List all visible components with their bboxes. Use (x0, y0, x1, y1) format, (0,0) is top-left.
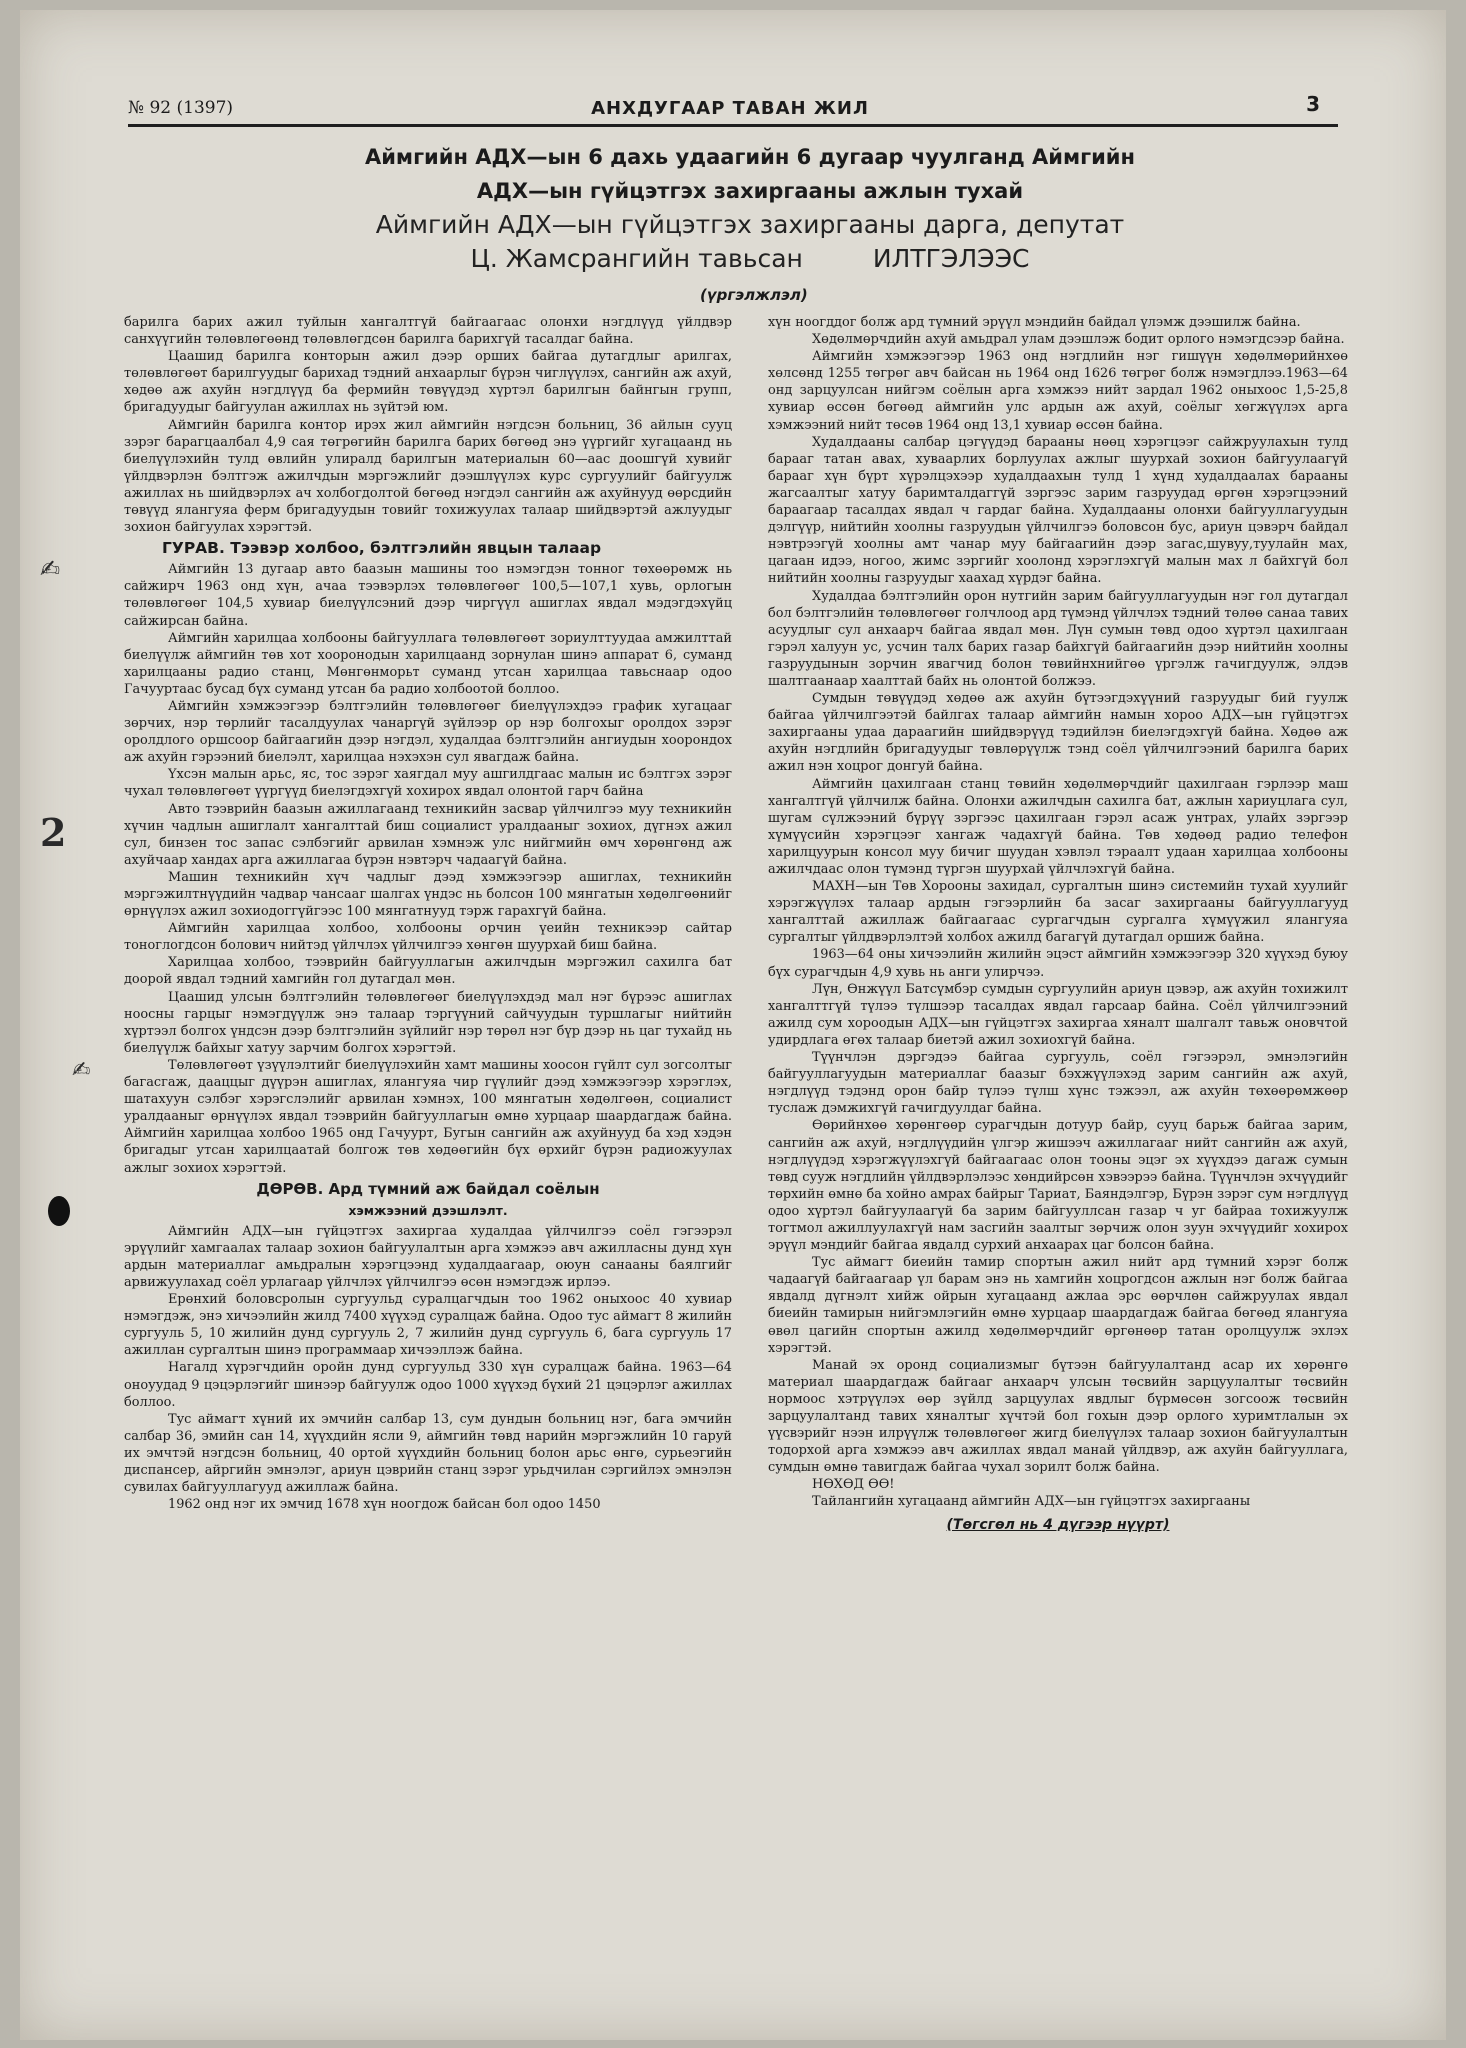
margin-scribble: ✍ (72, 1058, 91, 1083)
closing-salutation: НӨХӨД ӨӨ! (812, 1477, 895, 1493)
paragraph: Авто тээврийн баазын ажиллагаанд техникийн засвар үйлчилгээ муу техникийн хүчин чадлын ашиглалт хангалттай биш социалист уралдааныг зохиох, дүгнэх ажил сул, бинзен тос запас сэлбэгийг арвилан хэмнэж улс нийгмийн өмч хөрөнгөнд аж ахуйчаар хандах арга ажиллагаа бүрэн нэвтэрч чадаагүй байна. (124, 801, 732, 868)
paragraph: Аймгийн харилцаа холбооны байгууллага төлөвлөгөөт зориулттуудаа амжилттай биелүүлж аймгийн төв хот хооронодын харилцаанд зорнулан шинэ аппарат 6, суманд харилцааны радио станц, Мөнгөнморьт суманд утсан харилцаа тавьснаар одоо Гачууртаас бусад бүх суманд утсан ба радио холбоотой боллоо. (124, 630, 732, 697)
paragraph: Төлөвлөгөөт үзүүлэлтийг биелүүлэхийн хамт машины хоосон гүйлт сул зогсолтыг багасгаж, дааццыг дүүрэн ашиглах, ялангуяа чир гүүлийг дээд хэмжээгээр хэрэглэх, шатахуун сэлбэг хэрэгслэлийг арвилан хэмнэх, 100 мянгатын хөдөлгөөн, социалист уралдааныг өрнүүлэх явдал тээврийн байгууллагын өмнө хурцаар шаардагдаж байна. Аймгийн харилцаа холбоо 1965 онд Гачуурт, Бугын сангийн аж ахуйнууд ба хэд хэдэн бригадыг утсан харилцаатай болгож төв хөдөөгийн бүх өрхийг бүрэн радиожуулах ажлыг зохиох хэрэгтэй. (124, 1057, 732, 1176)
paragraph: Нагалд хүрэгчдийн оройн дунд сургуульд 330 хүн суралцаж байна. 1963—64 оноуудад 9 цэцэрлэгийг шинээр байгуулж одоо 1000 хүүхэд бүхий 21 цэцэрлэг ажиллах боллоо. (124, 1360, 732, 1410)
paragraph: Өөрийнхөө хөрөнгөөр сурагчдын дотуур байр, сууц барьж байгаа зарим, сангийн аж ахуй, нэгдлүүдийн үлгэр жишээч ажиллагааг нийт сангийн аж ахуй, нэгдлүүдэд хэрэгжүүлэхгүй байгаагаас олон тооны эцэг эх хүүхдээ дагаж сумын төвд сууж нэгдлийн үйлдвэрлэлээс хөндийрсөн хэвээрээ байна. Түүнчлэн эхчүүдийг төрхийн өмнө ба хойно амрах байрыг Тариат, Баяндэлгэр, Бүрэн зэрэг сум нэгдлүүд одоо хүртэл байгуулаагүй ба зарим байгууллсан газар ч уг байраа тохижуулж тогтмол ажиллуулахгүй нам засгийн заалтыг зөрчиж олон зуун эхчүүдийг хохирох эрүүл мэндийг байгаа явдалд сурхий анхаарах цаг болсон байна. (768, 1118, 1348, 1254)
section-heading-gurav: ГУРАВ. Тээвэр холбоо, бэлтгэлийн явцын талаар (162, 539, 602, 558)
section-heading-dorov: ДӨРӨВ. Ард түмний аж байдал соёлын (256, 1179, 600, 1198)
masthead-rule (128, 124, 1338, 127)
paragraph: Тус аймагт хүний их эмчийн салбар 13, сум дундын больниц нэг, бага эмчийн салбар 36, эмийн сан 14, хүүхдийн ясли 9, аймгийн төвд нарийн мэргэжлийн 10 гаруй их эмчтэй нэгдсэн больниц, 40 ортой хүүхдийн больниц болон арьс өнгө, сурьеэгийн диспансер, айргийн эмнэлэг, ариун цэврийн станц зэрэг урьдчилан сэргийлэх эмнэлэн сувилах байгууллагууд ажиллаж байна. (124, 1411, 732, 1496)
paragraph: Сумдын төвүүдэд хөдөө аж ахуйн бүтээгдэхүүний газруудыг бий гуулж байгаа үйлчилгээтэй байлгах талаар аймгийн намын хороо АДХ—ын гүйцэтгэх захиргааны удаа дараагийн шийдвэрүүд тэдийлэн биелэгдэхгүй байна. Хөдөө аж ахуйн нэгдлийн бригадуудыг төвлөрүүлж тэнд соёл үйлчилгээний барилга барих ажил нэн хоцрог донгуй байна. (768, 691, 1348, 775)
paragraph: Аймгийн харилцаа холбоо, холбооны орчин үеийн техникээр сайтар тоноглогдсон болович нийтэд үйлчлэх үйлчилгээ хөнгөн шуурхай биш байна. (124, 921, 732, 954)
paragraph: Хөдөлмөрчдийн ахуй амьдрал улам дээшлэж бодит орлого нэмэгдсээр байна. (812, 332, 1345, 348)
paragraph: Машин техникийн хүч чадлыг дээд хэмжээгээр ашиглах, техникийн мэргэжилтнүүдийн чадвар чансааг шалгах үндэс нь болсон 100 мянгатын хөдөлгөөнийг өрнүүлэх ажил зохиодоггүйгээс 100 мянгатнууд тэрж гарахгүй байна. (124, 869, 732, 920)
paragraph: Аймгийн хэмжээгээр бэлтгэлийн төлөвлөгөөг биелүүлэхдээ график хугацааг зөрчих, нэр төрлийг тасалдуулах чанаргүй зүйлээр ор нэр болгохыг оролдох зэрэг оролдлого оршсоор байгаагийн дээр нэгдэл, худалдаа бэлтгэлийн ангиудын хоорондох аж ахуйн гэрээний биелэлт, харилцаа нэхэхэн сул явагдаж байна. (124, 698, 732, 766)
paragraph: Аймгийн 13 дугаар авто баазын машины тоо нэмэгдэн тонног төхөөрөмж нь сайжирч 1963 онд хүн, ачаа тээвэрлэх төлөвлөгөөг 100,5—107,1 хувь, орлогын төлөвлөгөөг 104,5 хувиар биелүүлсэний дээр чиргүүл ашиглах явдал мэдэгдэхүйц сайжирсан байна. (124, 562, 732, 629)
paragraph: барилга барих ажил туйлын хангалтгүй байгаагаас олонхи нэгдлүүд үйлдвэр санхүүгийн төлөвлөгөөнд төлөвлөгдсөн барилга барихгүй тасалдаг байна. (124, 315, 732, 348)
left-column (124, 314, 732, 1513)
paragraph: Лүн, Өнжүүл Батсүмбэр сумдын сургуулийн ариун цэвэр, аж ахуйн тохижилт хангалттгүй түлээ түлшээр тасалдах явдал гарсаар байна. Соёл үйлчилгээний ажилд сум хороодын АДХ—ын гүйцэтгэх захиргаа хяналт шалгалт тавьж оновчтой удирдлага өгөх талаар биетэй ажил зохиохгүй байна. (768, 981, 1348, 1048)
paragraph: 1963—64 оны хичээлийн жилийн эцэст аймгийн хэмжээгээр 320 хүүхэд буюу бүх сурагчдын 4,9 хувь нь анги улирчээ. (768, 947, 1348, 980)
newspaper-page (20, 10, 1446, 2040)
margin-handwritten-number: 2 (40, 810, 67, 855)
paragraph: Тус аймагт биеийн тамир спортын ажил нийт ард түмний хэрэг болж чадаагүй байгаагаар үл барам энэ нь хамгийн хоцрогдсон ажлын нэг болж байгаа явдалд дүгнэлт хийж ойрын хугацаанд ажлаа эрс өөрчлөн сайжруулах явдал биеийн тамирын нийгэмлэгийн өмнө хурцаар шаардагдаж байгаа бөгөөд ялангуяа өвөл цагийн спортын ажилд хөдөлмөрчдийг өргөнөөр татан оролцуулж эхлэх хэрэгтэй. (768, 1255, 1348, 1356)
paragraph: Аймгийн цахилгаан станц төвийн хөдөлмөрчдийг цахилгаан гэрлээр маш хангалтгүй үйлчилж байна. Олонхи ажилчдын сахилга бат, ажлын хариуцлага сул, шугам сүлжээний бүрүү зэргээс цахилгаан гэрэл асаж унтрах, улайх зэргээр хүмүүсийн хэрэгцээг хангаж чадахгүй байна. Төв хөдөөд радио телефон харилцуурын консол муу бичиг шуудан хэвлэл тэраалт удаан харилцаа холбооны ажилчдаас олон түмэнд түргэн шуурхай үйлчлэхгүй байна. (768, 776, 1348, 877)
paragraph: Тайлангийн хугацаанд аймгийн АДХ—ын гүйцэтгэх захиргааны (812, 1494, 1251, 1510)
issue-number: № 92 (1397) (128, 98, 234, 118)
paragraph: Цаашид улсын бэлтгэлийн төлөвлөгөөг биелүүлэхдэд мал нэг бүрээс ашиглах нооcны гарцыг нэмэгдүүлж энэ талаар тэргүүний сайчуудын туршлагыг нийтийн хүртээл болгох үндсэн дээр бэлтгэлийн зүйлийг нэр төрөл нэг бүр дээр нь цаг тухайд нь биелүүлж байхыг хатуу зарчим болгох хэрэгтэй. (124, 989, 732, 1056)
headline-author: Ц. Жамсрангийн тавьсан (470, 244, 803, 273)
margin-scribble: ✍ (40, 555, 61, 583)
headline-line-4 (160, 242, 1340, 276)
paragraph: Үхсэн малын арьс, яс, тос зэрэг хаягдал муу ашгилдгаас малын ис бэлтгэх зэрэг чухал төлөвлөгөөт үүргүүд биелэгдэхгүй хохирох явдал олонтой гарч байна (124, 767, 732, 800)
paragraph: хүн ноогддог болж ард түмний эрүүл мэндийн байдал үлэмж дээшилж байна. (768, 315, 1301, 330)
paragraph: Аймгийн хэмжээгээр 1963 онд нэгдлийн нэг гишүүн хөдөлмөрийнхөө хөлсөнд 1255 төгрөг авч байсан нь 1964 онд 1626 төгрөг болж нэмэгдлээ.1963—64 онд зарцуулсан нийгэм соёлын арга хэмжээ нийт зардал 1962 оныхоос 1,5-25,8 хувиар өссөн бөгөөд аймгийн улс ардын аж ахуй, соёлыг хөгжүүлэх арга хэмжээний нийт төсөв 1964 онд 13,1 хувиар өссөн байна. (768, 349, 1348, 433)
headline-line-2: АДХ—ын гүйцэтгэх захиргааны ажлын тухай (476, 179, 1024, 203)
right-column (768, 314, 1348, 1534)
paragraph: МАХН—ын Төв Хорооны захидал, сургалтын шинэ системийн тухай хуулийг хэрэгжүүлэх талаар ардын гэгээрлийн ба засаг захиргааны байгууллагууд хангалттай ажиллаж байгаагаас сургагчдын сургалга хүмүүжил ялангуяа сургалтыг үйлдвэрлэлтэй холбох ажилд багагүй дутагдал оршиж байна. (768, 879, 1348, 946)
continued-label: (үргэлжлэл) (700, 286, 808, 304)
paragraph: Аймгийн АДХ—ын гүйцэтгэх захиргаа худалдаа үйлчилгээ соёл гэгээрэл эрүүлийг хамгаалах талаар зохион байгуулалтын арга хэмжээ авч ажилласны дунд хүн ардын материаллаг амьдралын хэрэгцээнд худалдаагаар, оюун санааны баялгийг арвижуулахад соёл урлагаар үйлчлэх үйлчилгээ өсөн нэмэгдэж ирлээ. (124, 1223, 732, 1290)
paragraph: Манай эх оронд социализмыг бүтээн байгуулалтанд асар их хөрөнгө материал шаардагдаж байгааг анхаарч улсын төсвийн зарцуулалтыг төсвийн нормоос хэтрүүлэх өөр зүйлд зарцуулах явдлыг бүрмөсөн зогсоож төсвийн зарцуулалтанд тавих хяналтыг хүчтэй бол гохын дээр орлого хуримтлалын эх үүсвэрийг нээн илрүүлж төлөвлөгөөг жигд биелүүлэх талаар зохион байгуулалтын тодорхой арга хэмжээ авч ажиллах явдал манай үйлдвэр, аж ахуйн байгууллага, сумдын өмнө тавигдаж байгаа чухал зорилт болж байна. (768, 1357, 1348, 1476)
paragraph: Цаашид барилга конторын ажил дээр орших байгаа дутагдлыг арилгах, төлөвлөгөөт барилгуудыг барихад тэдний анхаарлыг бүрэн чиглүүлэх, сангийн аж ахуй, хөдөө аж ахуйн нэгдлүүд ба фермийн төвүүдэд хүртэл барилгын байнгын групп, бригадуудыг байгуулан ажиллах нь зүйтэй юм. (124, 349, 732, 416)
paragraph: Худалдааны салбар цэгүүдэд барааны нөөц хэрэгцээг сайжруулахын тулд барааг татан авах, хуваарлих борлуулах ажлыг шуурхай зохион байгуулаагүй барааг хүн бүрт хүрэлцэхээр худалдаахын тулд 1 хүнд худалдаалах барааны жагсаалтыг хатуу баримталдаггүй зэргээс зарим газруудад өргөн хэрэгцээний бараагаар тасалдах явдал ч гардаг байна. Худалдааны олонхи байгууллагуудын дэлгүүр, нийтийн хоолны газруудын үйлчилгээ боловсон бус, ариун цэвэрч байдал нэвтрээгүй хоолны амт чанар муу байгаагийн дээр загас,шувуу,туулайн мах, цагаан идээ, ногоо, жимс зэргийг хоолонд хэрэглэхгүй малын мах л байхгүй бол нийтийн хоолны газруудыг хаахад хүрдэг байна. (768, 434, 1348, 587)
paragraph: Худалдаа бэлтгэлийн орон нутгийн зарим байгууллагуудын нэг гол дутагдал бол бэлтгэлийн төлөвлөгөөг голчлоод ард түмэнд үйлчлэх тэдний төлөө санаа тавих асуудлыг сул анхаарч байгаа явдал мөн. Лүн сумын төвд одоо хүртэл цахилгаан гэрэл халуун ус, усчин талх барих газар байхгүй байгаагийн дээр нийтийн хоолны газруудынын зорчин явагчид болон төвийнхнийгөө үргэлж гачигдуулж, элдэв шалтгаанаар хаалттай байх нь олонтой болжээ. (768, 588, 1348, 689)
paragraph: Харилцаа холбоо, тээврийн байгууллагын ажилчдын мэргэжил сахилга бат доорой явдал тэдний хамгийн гол дутагдал мөн. (124, 955, 732, 988)
masthead (110, 92, 1350, 122)
continued-on-page-note: (Төгсгөл нь 4 дүгээр нүүрт) (946, 1516, 1170, 1533)
newspaper-title: АНХДУГААР ТАВАН ЖИЛ (591, 98, 869, 119)
page-number: 3 (1306, 92, 1320, 116)
headline-line-1: Аймгийн АДХ—ын 6 дахь удаагийн 6 дугаар чуулганд Аймгийн (364, 145, 1136, 169)
paragraph: Түүнчлэн дэргэдээ байгаа сургууль, соёл гэгээрэл, эмнэлэгийн байгууллагуудын материаллаг баазыг бэхжүүлэхэд зарим сангийн аж ахуй, нэгдлүүд тэдэнд орон байр түлээ түлш хүнс тэжээл, аж ахуйн төхөөрөмжөөр туслаж дэмжихгүй гачигдуулдаг байна. (768, 1050, 1348, 1117)
paragraph: 1962 онд нэг их эмчид 1678 хүн ноогдож байсан бол одоо 1450 (168, 1497, 601, 1513)
headline-line-3: Аймгийн АДХ—ын гүйцэтгэх захиргааны дарга, депутат (375, 210, 1125, 239)
headline-report: ИЛТГЭЛЭЭС (872, 244, 1030, 273)
paragraph: Ерөнхий боловсролын сургуульд суралцагчдын тоо 1962 оныхоос 40 хувиар нэмэгдэж, энэ хичээлийн жилд 7400 хүүхэд суралцаж байна. Одоо тус аймагт 8 жилийн сургууль 5, 10 жилийн дунд сургууль 2, 7 жилийн дунд сургууль 6, бага сургууль 17 ажиллан сургалтын шинэ программаар хичээллэж байна. (124, 1292, 732, 1359)
paragraph: Аймгийн барилга контор ирэх жил аймгийн нэгдсэн больниц, 36 айлын сууц зэрэг барагцаалбал 4,9 сая төгрөгийн барилга барих бөгөөд энэ үүргийг хугацаанд нь биелүүлэхийн тулд өвлийн улиралд барилгын материалын 60—аас доошгүй хувийг үйлдвэрлэн бэлтгэж ажилчдын мэргэжлийг дээшлүүлэх курс сургуулийг байгуулж ажиллах нь шийдвэрлэх ач холбогдолтой бөгөөд нэгдэл сангийн аж ахуйнууд өөрсдийн төвүүд ялангуяа ферм бригадуудын товийг тохижуулах талаар шийдвэртэй ажлуудыг зохион байгуулах хэрэгтэй. (124, 417, 732, 536)
ink-blot (48, 1196, 70, 1226)
section-subheading-dorov: хэмжээний дээшлэлт. (348, 1202, 508, 1218)
article-headline (160, 140, 1340, 276)
